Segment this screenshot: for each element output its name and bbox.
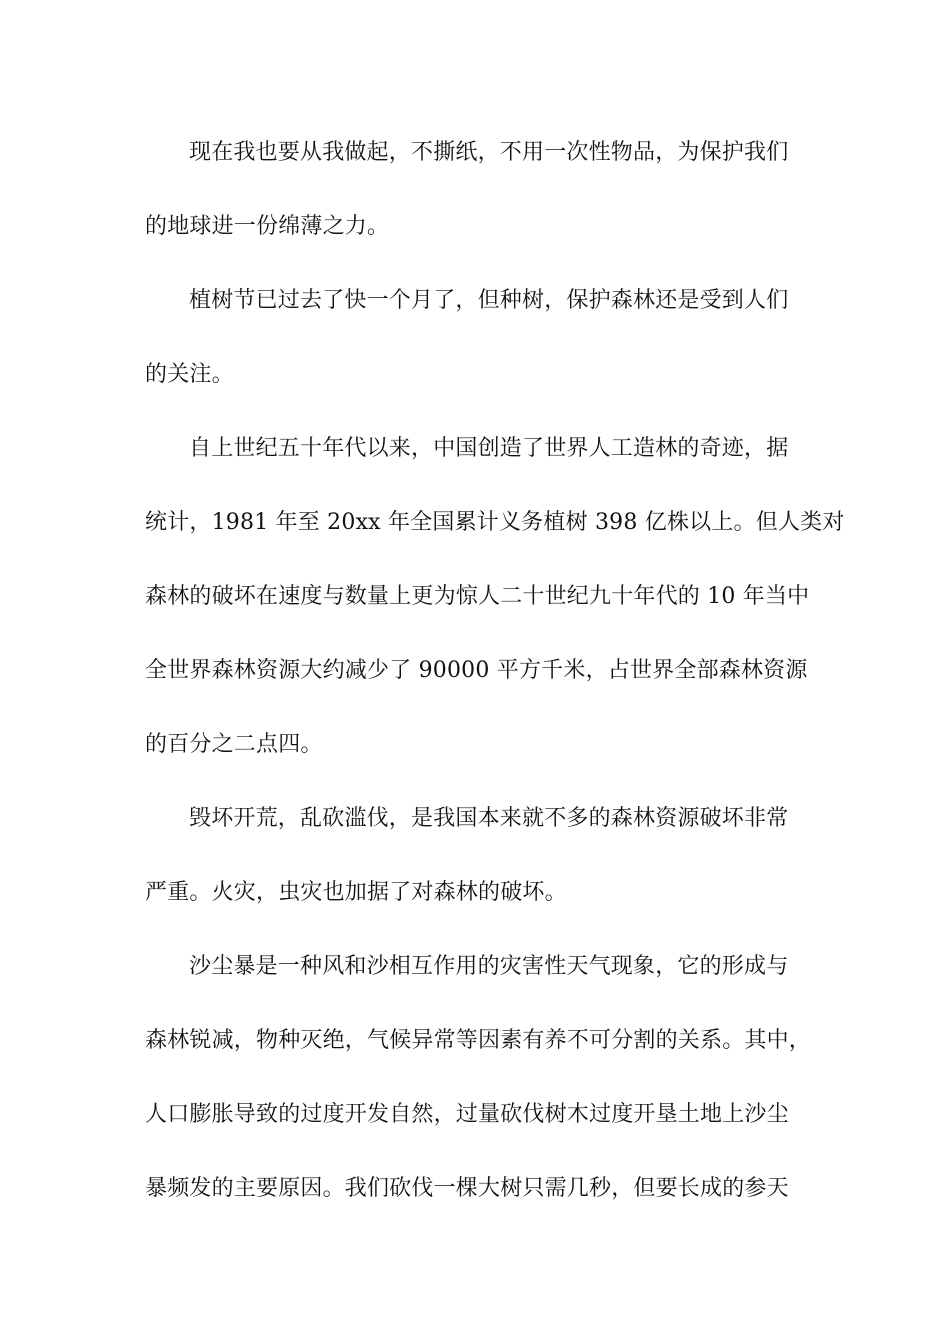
paragraph-line: 的地球进一份绵薄之力。 <box>145 214 390 239</box>
paragraph-line: 统计，1981 年至 20xx 年全国累计义务植树 398 亿株以上。但人类对 <box>145 510 845 535</box>
paragraph-line: 全世界森林资源大约减少了 90000 平方千米，占世界全部森林资源 <box>145 658 808 683</box>
paragraph-line: 现在我也要从我做起，不撕纸，不用一次性物品，为保护我们 <box>189 140 789 165</box>
paragraph-line: 人口膨胀导致的过度开发自然，过量砍伐树木过度开垦土地上沙尘 <box>145 1102 789 1127</box>
paragraph-line: 的关注。 <box>145 362 234 387</box>
paragraph-line: 森林的破坏在速度与数量上更为惊人二十世纪九十年代的 10 年当中 <box>145 584 810 609</box>
paragraph-line: 毁坏开荒，乱砍滥伐，是我国本来就不多的森林资源破坏非常 <box>189 806 789 831</box>
paragraph-line: 暴频发的主要原因。我们砍伐一棵大树只需几秒，但要长成的参天 <box>145 1176 789 1201</box>
paragraph-line: 森林锐减，物种灭绝，气候异常等因素有养不可分割的关系。其中， <box>145 1028 812 1053</box>
paragraph-line: 自上世纪五十年代以来，中国创造了世界人工造林的奇迹，据 <box>189 436 789 461</box>
paragraph-line: 的百分之二点四。 <box>145 732 323 757</box>
paragraph-line: 沙尘暴是一种风和沙相互作用的灾害性天气现象，它的形成与 <box>189 954 789 979</box>
paragraph-line: 严重。火灾，虫灾也加据了对森林的破坏。 <box>145 880 567 905</box>
paragraph-line: 植树节已过去了快一个月了，但种树，保护森林还是受到人们 <box>189 288 789 313</box>
